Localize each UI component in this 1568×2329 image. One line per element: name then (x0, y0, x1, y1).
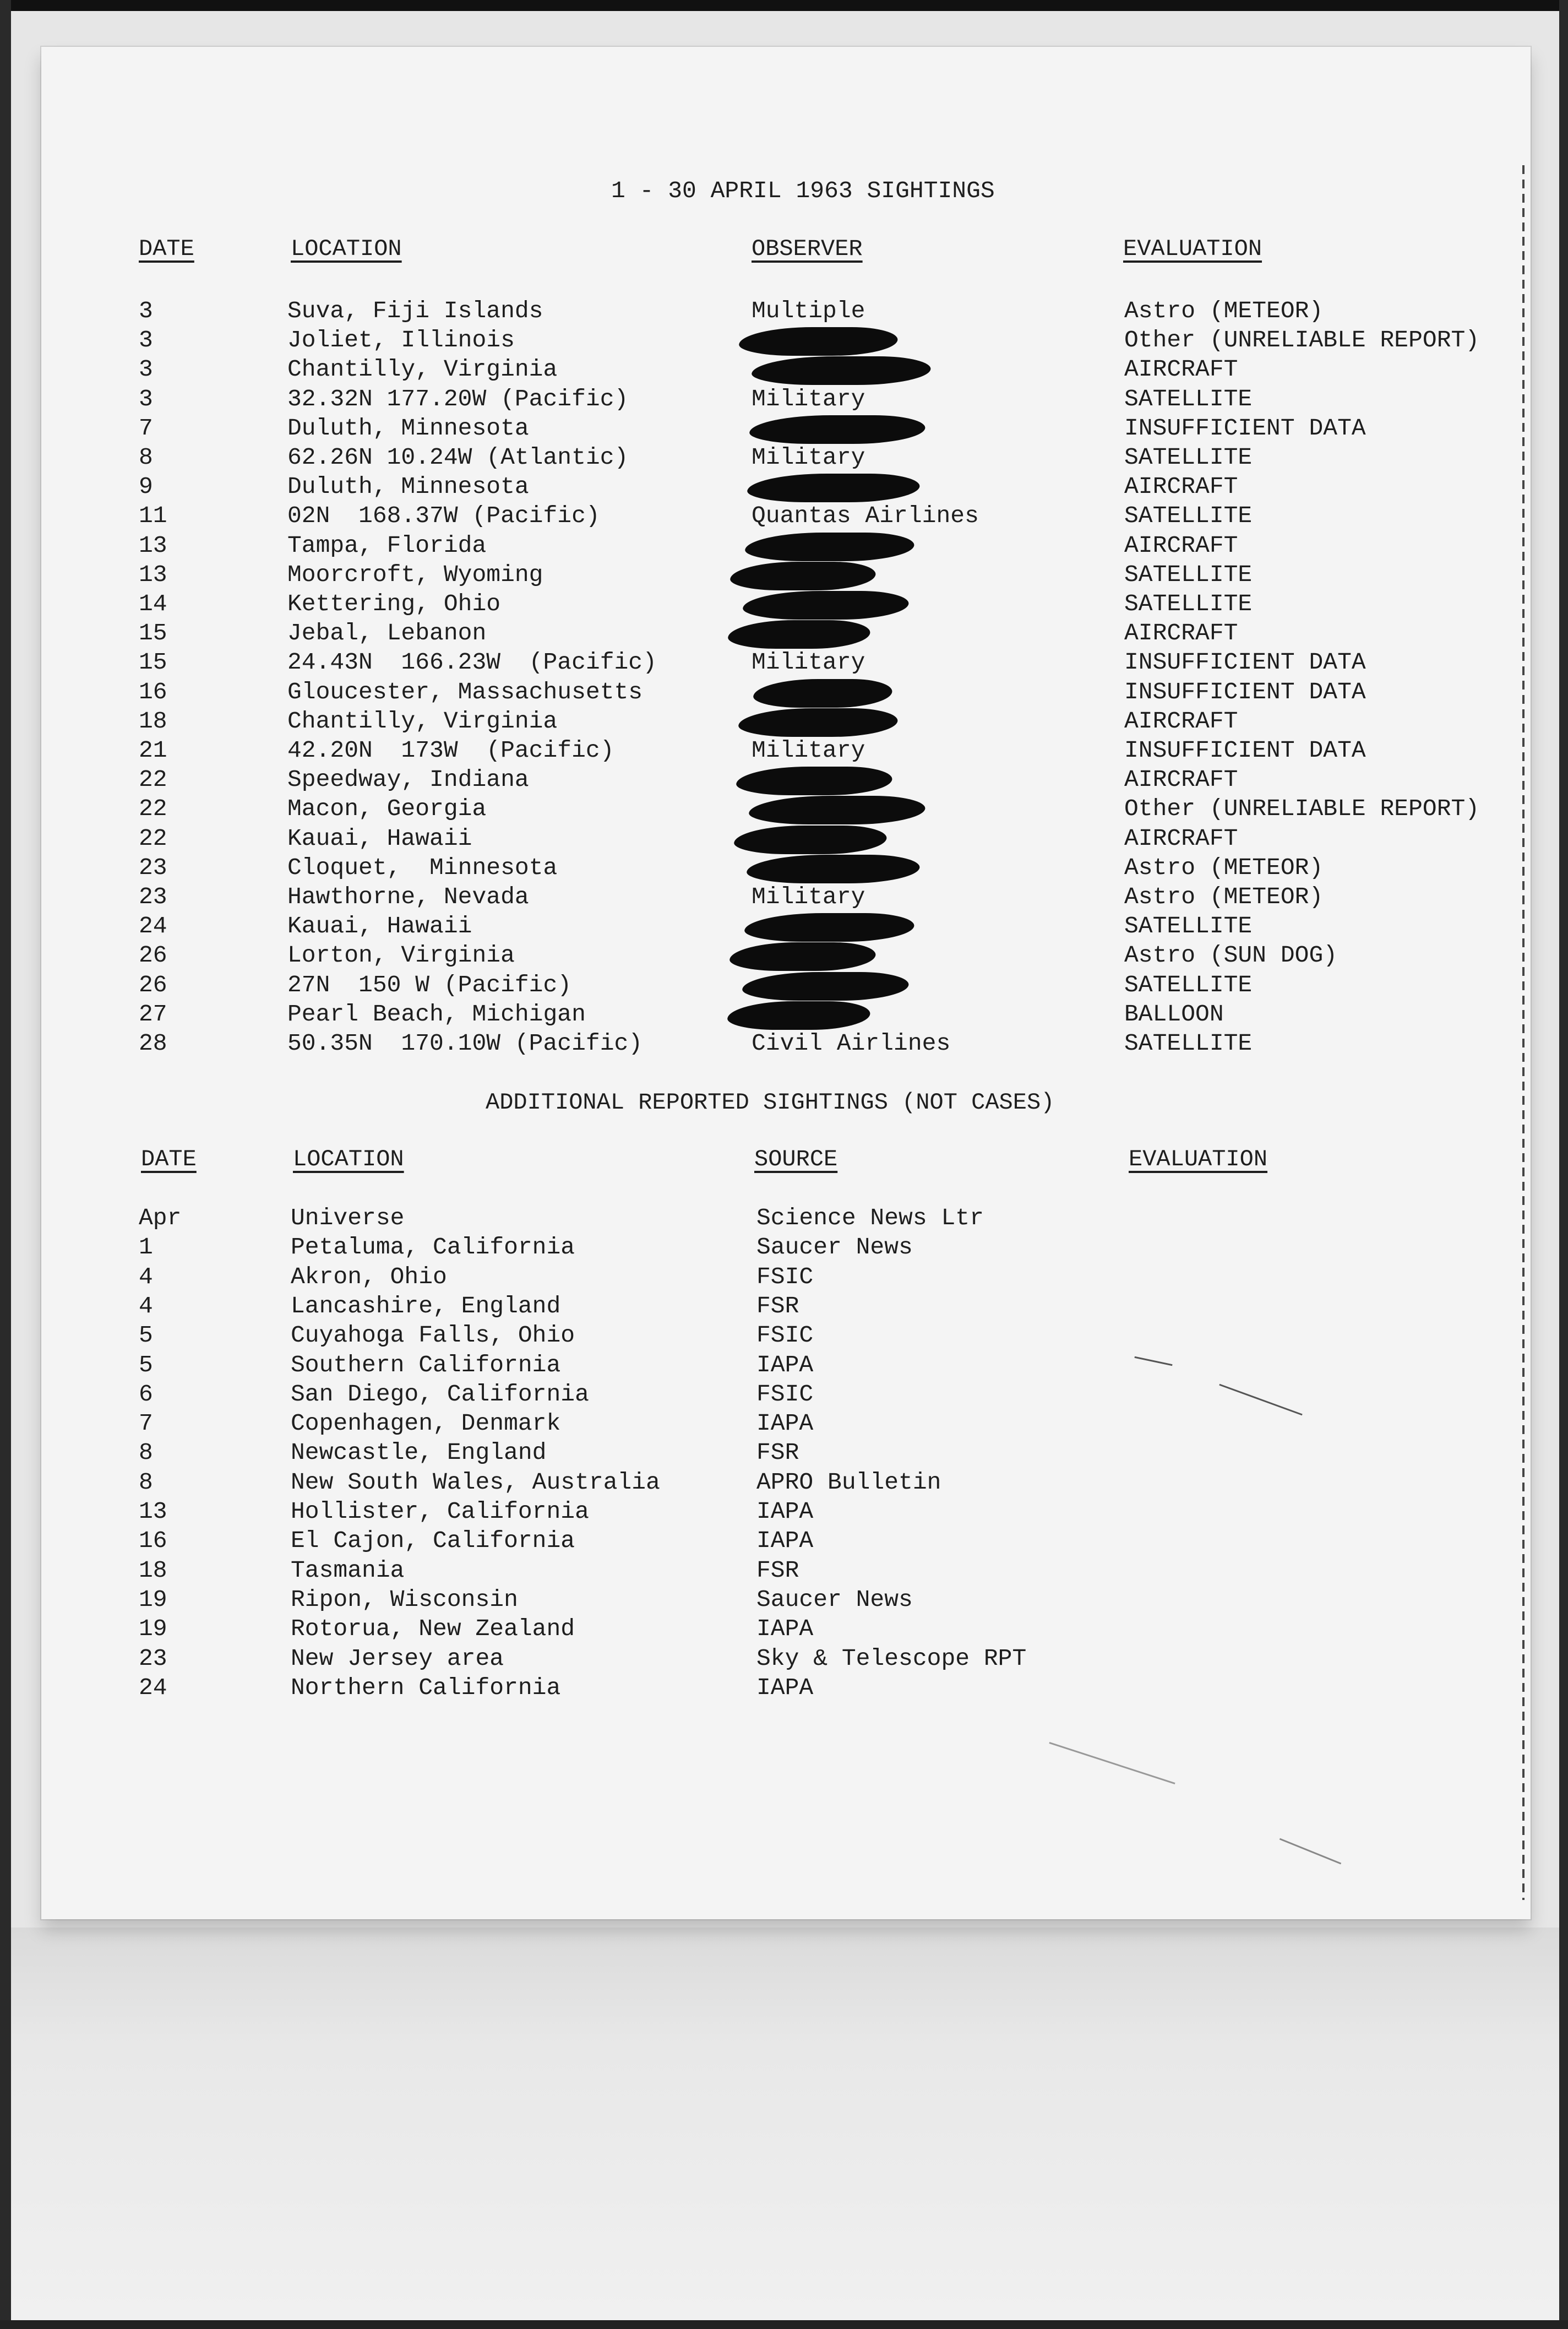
additional-cell-location: Cuyahoga Falls, Ohio (291, 1322, 575, 1349)
main-cell-evaluation: SATELLITE (1124, 561, 1253, 588)
main-cell-location: 27N 150 W (Pacific) (287, 971, 572, 998)
additional-cell-source: Saucer News (756, 1234, 913, 1261)
main-cell-evaluation: BALLOON (1124, 1001, 1224, 1028)
main-cell-evaluation: AIRCRAFT (1124, 766, 1238, 793)
main-cell-observer: Quantas Airlines (752, 502, 979, 529)
additional-cell-source: Saucer News (756, 1586, 913, 1613)
additional-cell-source: FSR (756, 1557, 799, 1584)
main-cell-evaluation: AIRCRAFT (1124, 532, 1238, 559)
main-cell-location: Gloucester, Massachusetts (287, 678, 643, 705)
additional-cell-date: 24 (139, 1674, 167, 1701)
main-cell-evaluation: SATELLITE (1124, 913, 1253, 940)
main-cell-date: 9 (139, 473, 153, 500)
main-cell-observer: Civil Airlines (752, 1030, 951, 1057)
main-cell-date: 22 (139, 825, 167, 852)
main-cell-location: Suva, Fiji Islands (287, 297, 543, 324)
main-cell-date: 26 (139, 942, 167, 969)
main-cell-location: 02N 168.37W (Pacific) (287, 502, 600, 529)
redaction-mark (750, 356, 932, 385)
additional-cell-source: IAPA (756, 1498, 814, 1525)
additional-cell-location: Rotorua, New Zealand (291, 1615, 575, 1642)
additional-cell-date: 19 (139, 1586, 167, 1613)
main-cell-observer: Military (752, 883, 865, 910)
main-cell-date: 13 (139, 532, 167, 559)
scan-border-left (0, 0, 11, 2329)
main-cell-evaluation: INSUFFICIENT DATA (1124, 737, 1366, 764)
main-cell-observer: Military (752, 737, 865, 764)
additional-cell-source: Sky & Telescope RPT (756, 1645, 1027, 1672)
main-cell-date: 11 (139, 502, 167, 529)
main-cell-evaluation: Astro (METEOR) (1124, 883, 1324, 910)
main-cell-date: 23 (139, 883, 167, 910)
additional-cell-date: 23 (139, 1645, 167, 1672)
main-cell-location: 24.43N 166.23W (Pacific) (287, 649, 657, 676)
main-cell-date: 28 (139, 1030, 167, 1057)
main-cell-evaluation: AIRCRAFT (1124, 473, 1238, 500)
main-header-location: LOCATION (291, 236, 402, 262)
additional-cell-date: 7 (139, 1410, 153, 1437)
additional-cell-source: IAPA (756, 1351, 814, 1378)
additional-cell-source: FSIC (756, 1263, 814, 1290)
main-cell-date: 23 (139, 854, 167, 881)
main-cell-evaluation: SATELLITE (1124, 502, 1253, 529)
additional-cell-date: 19 (139, 1615, 167, 1642)
additional-cell-source: FSR (756, 1293, 799, 1320)
main-cell-evaluation: Astro (METEOR) (1124, 297, 1324, 324)
scan-border-right (1559, 0, 1568, 2329)
main-cell-location: 42.20N 173W (Pacific) (287, 737, 614, 764)
additional-cell-location: Universe (291, 1204, 405, 1231)
main-cell-evaluation: AIRCRAFT (1124, 620, 1238, 647)
main-cell-location: Moorcroft, Wyoming (287, 561, 543, 588)
additional-cell-date: 13 (139, 1498, 167, 1525)
main-cell-date: 3 (139, 356, 153, 383)
main-cell-location: Kauai, Hawaii (287, 825, 472, 852)
background-surface (11, 1928, 1559, 2320)
main-cell-location: Kauai, Hawaii (287, 913, 472, 940)
main-cell-date: 27 (139, 1001, 167, 1028)
main-cell-evaluation: INSUFFICIENT DATA (1124, 678, 1366, 705)
additional-cell-date: 1 (139, 1234, 153, 1261)
main-cell-date: 14 (139, 590, 167, 617)
additional-cell-location: Ripon, Wisconsin (291, 1586, 518, 1613)
main-cell-location: Tampa, Florida (287, 532, 487, 559)
main-cell-location: Macon, Georgia (287, 795, 487, 822)
main-cell-location: Chantilly, Virginia (287, 356, 558, 383)
additional-cell-source: Science News Ltr (756, 1204, 984, 1231)
scan-border-bottom (0, 2320, 1568, 2329)
additional-header-source: SOURCE (754, 1146, 838, 1172)
additional-cell-date: 8 (139, 1439, 153, 1466)
main-cell-date: 22 (139, 795, 167, 822)
additional-cell-date: 5 (139, 1351, 153, 1378)
additional-cell-location: Lancashire, England (291, 1293, 561, 1320)
main-cell-observer: Military (752, 386, 865, 412)
additional-cell-source: IAPA (756, 1410, 814, 1437)
additional-cell-source: IAPA (756, 1615, 814, 1642)
main-cell-evaluation: INSUFFICIENT DATA (1124, 649, 1366, 676)
additional-cell-location: Hollister, California (291, 1498, 589, 1525)
additional-cell-location: San Diego, California (291, 1381, 589, 1408)
main-cell-evaluation: INSUFFICIENT DATA (1124, 415, 1366, 442)
additional-header-date: DATE (141, 1146, 197, 1172)
additional-cell-location: Northern California (291, 1674, 561, 1701)
main-cell-date: 3 (139, 297, 153, 324)
main-cell-location: Lorton, Virginia (287, 942, 515, 969)
main-cell-location: 50.35N 170.10W (Pacific) (287, 1030, 643, 1057)
main-cell-date: 15 (139, 620, 167, 647)
additional-cell-date: 4 (139, 1263, 153, 1290)
main-cell-location: Speedway, Indiana (287, 766, 529, 793)
main-cell-observer: Multiple (752, 297, 865, 324)
main-cell-date: 16 (139, 678, 167, 705)
main-cell-location: Chantilly, Virginia (287, 708, 558, 735)
main-cell-location: Duluth, Minnesota (287, 473, 529, 500)
main-cell-location: Joliet, Illinois (287, 327, 515, 354)
main-cell-location: Hawthorne, Nevada (287, 883, 529, 910)
additional-cell-location: Akron, Ohio (291, 1263, 447, 1290)
main-cell-evaluation: AIRCRAFT (1124, 708, 1238, 735)
main-cell-location: 32.32N 177.20W (Pacific) (287, 386, 629, 412)
main-cell-evaluation: Astro (METEOR) (1124, 854, 1324, 881)
main-cell-date: 13 (139, 561, 167, 588)
additional-cell-date: 6 (139, 1381, 153, 1408)
additional-section-title: ADDITIONAL REPORTED SIGHTINGS (NOT CASES) (486, 1089, 1055, 1116)
main-cell-date: 3 (139, 327, 153, 354)
main-cell-location: Cloquet, Minnesota (287, 854, 558, 881)
main-cell-location: 62.26N 10.24W (Atlantic) (287, 444, 629, 471)
main-cell-evaluation: SATELLITE (1124, 444, 1253, 471)
additional-cell-source: IAPA (756, 1527, 814, 1554)
main-cell-date: 3 (139, 386, 153, 412)
main-cell-date: 22 (139, 766, 167, 793)
additional-cell-location: Tasmania (291, 1557, 405, 1584)
main-cell-evaluation: Astro (SUN DOG) (1124, 942, 1338, 969)
page-edge-mark (1522, 165, 1525, 1900)
main-cell-evaluation: Other (UNRELIABLE REPORT) (1124, 795, 1480, 822)
redaction-mark (745, 855, 921, 883)
main-cell-date: 21 (139, 737, 167, 764)
main-cell-date: 24 (139, 913, 167, 940)
additional-cell-date: 8 (139, 1469, 153, 1496)
main-cell-observer: Military (752, 649, 865, 676)
additional-cell-date: 18 (139, 1557, 167, 1584)
main-cell-location: Pearl Beach, Michigan (287, 1001, 586, 1028)
additional-cell-source: IAPA (756, 1674, 814, 1701)
main-cell-evaluation: AIRCRAFT (1124, 825, 1238, 852)
main-cell-location: Duluth, Minnesota (287, 415, 529, 442)
scan-border-top (0, 0, 1568, 11)
main-cell-evaluation: SATELLITE (1124, 971, 1253, 998)
main-cell-location: Jebal, Lebanon (287, 620, 487, 647)
redaction-mark (743, 913, 916, 942)
main-cell-evaluation: SATELLITE (1124, 1030, 1253, 1057)
additional-cell-date: 5 (139, 1322, 153, 1349)
additional-cell-source: APRO Bulletin (756, 1469, 941, 1496)
redaction-mark (748, 415, 927, 444)
additional-cell-location: New South Wales, Australia (291, 1469, 660, 1496)
additional-cell-location: Southern California (291, 1351, 561, 1378)
main-cell-location: Kettering, Ohio (287, 590, 501, 617)
main-cell-date: 8 (139, 444, 153, 471)
redaction-mark (745, 474, 921, 502)
additional-cell-source: FSIC (756, 1381, 814, 1408)
main-cell-date: 18 (139, 708, 167, 735)
main-header-date: DATE (139, 236, 194, 262)
main-cell-observer: Military (752, 444, 865, 471)
additional-cell-location: Copenhagen, Denmark (291, 1410, 561, 1437)
additional-cell-location: Petaluma, California (291, 1234, 575, 1261)
main-header-observer: OBSERVER (752, 236, 863, 262)
main-cell-date: 15 (139, 649, 167, 676)
main-cell-date: 26 (139, 971, 167, 998)
redaction-mark (743, 533, 916, 561)
main-cell-evaluation: SATELLITE (1124, 386, 1253, 412)
additional-header-location: LOCATION (293, 1146, 404, 1172)
additional-cell-date: Apr (139, 1204, 182, 1231)
main-cell-evaluation: AIRCRAFT (1124, 356, 1238, 383)
additional-cell-date: 4 (139, 1293, 153, 1320)
additional-cell-date: 16 (139, 1527, 167, 1554)
main-cell-evaluation: SATELLITE (1124, 590, 1253, 617)
main-cell-evaluation: Other (UNRELIABLE REPORT) (1124, 327, 1480, 354)
additional-cell-location: New Jersey area (291, 1645, 504, 1672)
additional-cell-source: FSR (756, 1439, 799, 1466)
additional-header-evaluation: EVALUATION (1129, 1146, 1268, 1172)
page-title: 1 - 30 APRIL 1963 SIGHTINGS (611, 177, 995, 204)
redaction-mark (747, 796, 927, 824)
main-header-evaluation: EVALUATION (1123, 236, 1262, 262)
additional-cell-source: FSIC (756, 1322, 814, 1349)
additional-cell-location: El Cajon, California (291, 1527, 575, 1554)
main-cell-date: 7 (139, 415, 153, 442)
additional-cell-location: Newcastle, England (291, 1439, 547, 1466)
